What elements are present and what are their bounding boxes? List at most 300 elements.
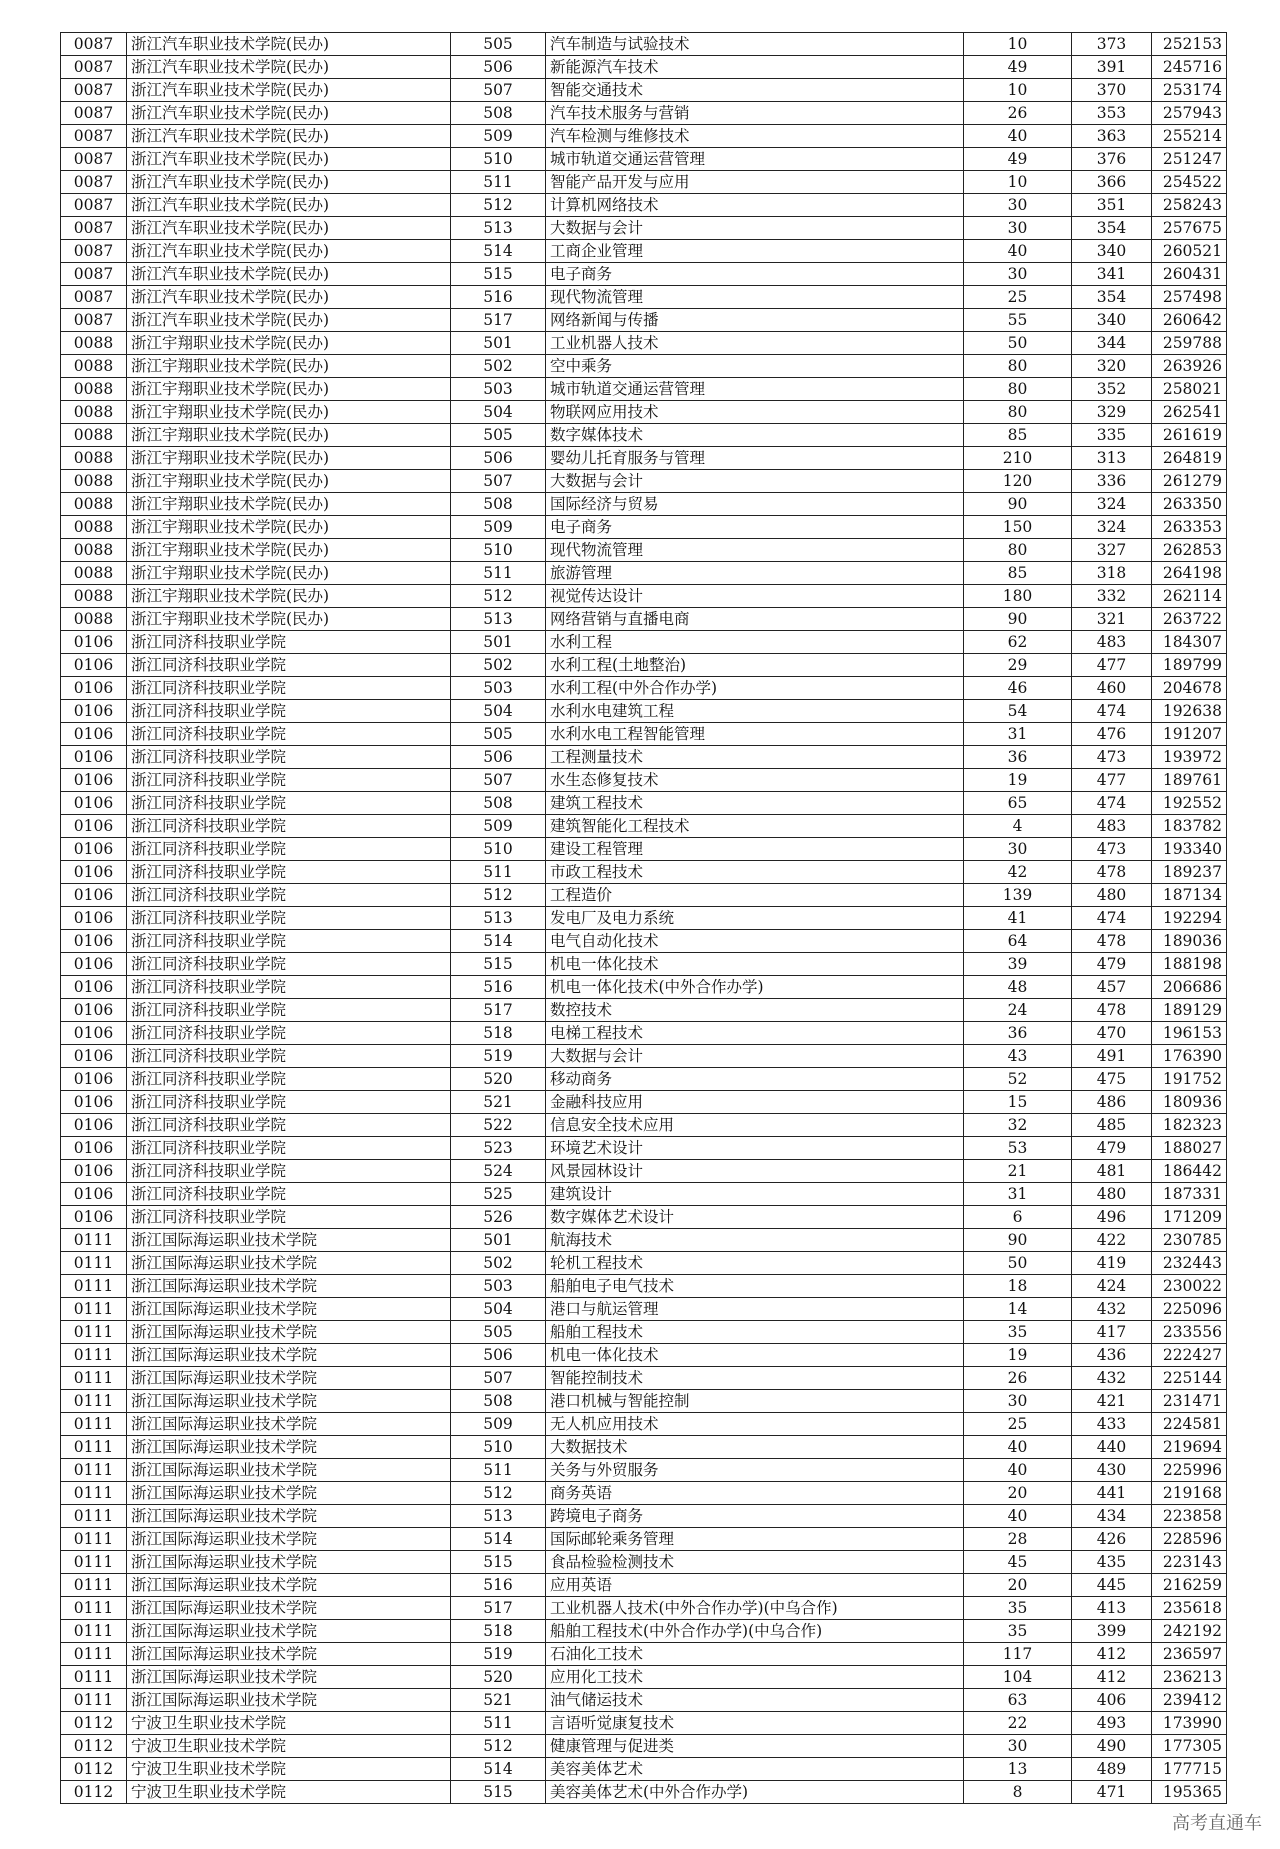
plan-count-cell: 31 xyxy=(964,1183,1072,1206)
major-name-cell: 风景园林设计 xyxy=(546,1160,964,1183)
plan-count-cell: 20 xyxy=(964,1482,1072,1505)
min-rank-cell: 192552 xyxy=(1152,792,1227,815)
plan-count-cell: 30 xyxy=(964,194,1072,217)
min-score-cell: 422 xyxy=(1072,1229,1152,1252)
major-code-cell: 513 xyxy=(451,217,546,240)
plan-count-cell: 55 xyxy=(964,309,1072,332)
school-name-cell: 浙江汽车职业技术学院(民办) xyxy=(127,171,451,194)
plan-count-cell: 46 xyxy=(964,677,1072,700)
school-name-cell: 浙江同济科技职业学院 xyxy=(127,976,451,999)
min-rank-cell: 230022 xyxy=(1152,1275,1227,1298)
plan-count-cell: 30 xyxy=(964,838,1072,861)
major-name-cell: 建筑设计 xyxy=(546,1183,964,1206)
table-body xyxy=(61,33,1227,1804)
min-rank-cell: 191207 xyxy=(1152,723,1227,746)
school-name-cell: 浙江宇翔职业技术学院(民办) xyxy=(127,470,451,493)
school-name-cell: 浙江宇翔职业技术学院(民办) xyxy=(127,355,451,378)
table-row xyxy=(61,585,1227,608)
min-rank-cell: 242192 xyxy=(1152,1620,1227,1643)
major-code-cell: 501 xyxy=(451,1229,546,1252)
major-name-cell: 工业机器人技术(中外合作办学)(中乌合作) xyxy=(546,1597,964,1620)
min-score-cell: 412 xyxy=(1072,1666,1152,1689)
school-code-cell: 0088 xyxy=(61,401,127,424)
school-name-cell: 浙江同济科技职业学院 xyxy=(127,677,451,700)
major-code-cell: 517 xyxy=(451,999,546,1022)
major-code-cell: 526 xyxy=(451,1206,546,1229)
major-name-cell: 航海技术 xyxy=(546,1229,964,1252)
school-name-cell: 浙江同济科技职业学院 xyxy=(127,1022,451,1045)
table-row xyxy=(61,1321,1227,1344)
min-score-cell: 340 xyxy=(1072,240,1152,263)
min-rank-cell: 173990 xyxy=(1152,1712,1227,1735)
plan-count-cell: 90 xyxy=(964,1229,1072,1252)
major-code-cell: 513 xyxy=(451,608,546,631)
school-code-cell: 0106 xyxy=(61,1068,127,1091)
school-code-cell: 0087 xyxy=(61,286,127,309)
min-rank-cell: 223143 xyxy=(1152,1551,1227,1574)
table-row xyxy=(61,1206,1227,1229)
table-row xyxy=(61,1597,1227,1620)
min-rank-cell: 196153 xyxy=(1152,1022,1227,1045)
school-name-cell: 浙江同济科技职业学院 xyxy=(127,1206,451,1229)
plan-count-cell: 19 xyxy=(964,1344,1072,1367)
plan-count-cell: 53 xyxy=(964,1137,1072,1160)
major-code-cell: 501 xyxy=(451,631,546,654)
major-name-cell: 数字媒体技术 xyxy=(546,424,964,447)
major-name-cell: 船舶电子电气技术 xyxy=(546,1275,964,1298)
major-name-cell: 船舶工程技术 xyxy=(546,1321,964,1344)
school-name-cell: 浙江国际海运职业技术学院 xyxy=(127,1344,451,1367)
major-name-cell: 工商企业管理 xyxy=(546,240,964,263)
major-code-cell: 521 xyxy=(451,1689,546,1712)
major-name-cell: 环境艺术设计 xyxy=(546,1137,964,1160)
min-score-cell: 483 xyxy=(1072,815,1152,838)
table-row xyxy=(61,792,1227,815)
school-code-cell: 0087 xyxy=(61,102,127,125)
major-code-cell: 503 xyxy=(451,378,546,401)
school-name-cell: 浙江同济科技职业学院 xyxy=(127,999,451,1022)
table-row xyxy=(61,723,1227,746)
table-row xyxy=(61,1298,1227,1321)
table-row xyxy=(61,33,1227,56)
min-score-cell: 399 xyxy=(1072,1620,1152,1643)
min-rank-cell: 188198 xyxy=(1152,953,1227,976)
min-rank-cell: 177305 xyxy=(1152,1735,1227,1758)
min-score-cell: 486 xyxy=(1072,1091,1152,1114)
major-code-cell: 506 xyxy=(451,746,546,769)
table-row xyxy=(61,493,1227,516)
min-rank-cell: 245716 xyxy=(1152,56,1227,79)
school-code-cell: 0106 xyxy=(61,1022,127,1045)
min-rank-cell: 263926 xyxy=(1152,355,1227,378)
table-row xyxy=(61,677,1227,700)
table-row xyxy=(61,1160,1227,1183)
min-rank-cell: 176390 xyxy=(1152,1045,1227,1068)
min-score-cell: 473 xyxy=(1072,746,1152,769)
min-rank-cell: 261619 xyxy=(1152,424,1227,447)
min-score-cell: 434 xyxy=(1072,1505,1152,1528)
plan-count-cell: 80 xyxy=(964,401,1072,424)
school-code-cell: 0087 xyxy=(61,309,127,332)
school-code-cell: 0106 xyxy=(61,1206,127,1229)
min-rank-cell: 193340 xyxy=(1152,838,1227,861)
min-rank-cell: 189129 xyxy=(1152,999,1227,1022)
major-name-cell: 水利水电工程智能管理 xyxy=(546,723,964,746)
major-name-cell: 港口与航运管理 xyxy=(546,1298,964,1321)
table-row xyxy=(61,1413,1227,1436)
major-code-cell: 519 xyxy=(451,1045,546,1068)
min-rank-cell: 260521 xyxy=(1152,240,1227,263)
min-score-cell: 480 xyxy=(1072,884,1152,907)
min-rank-cell: 187331 xyxy=(1152,1183,1227,1206)
school-name-cell: 浙江汽车职业技术学院(民办) xyxy=(127,125,451,148)
major-name-cell: 水利工程(土地整治) xyxy=(546,654,964,677)
school-code-cell: 0111 xyxy=(61,1689,127,1712)
plan-count-cell: 50 xyxy=(964,332,1072,355)
min-rank-cell: 251247 xyxy=(1152,148,1227,171)
plan-count-cell: 6 xyxy=(964,1206,1072,1229)
school-name-cell: 宁波卫生职业技术学院 xyxy=(127,1712,451,1735)
school-code-cell: 0111 xyxy=(61,1344,127,1367)
plan-count-cell: 139 xyxy=(964,884,1072,907)
min-rank-cell: 219168 xyxy=(1152,1482,1227,1505)
min-score-cell: 433 xyxy=(1072,1413,1152,1436)
min-rank-cell: 204678 xyxy=(1152,677,1227,700)
major-name-cell: 物联网应用技术 xyxy=(546,401,964,424)
min-score-cell: 496 xyxy=(1072,1206,1152,1229)
school-code-cell: 0112 xyxy=(61,1781,127,1804)
school-name-cell: 浙江宇翔职业技术学院(民办) xyxy=(127,493,451,516)
major-code-cell: 504 xyxy=(451,1298,546,1321)
min-score-cell: 436 xyxy=(1072,1344,1152,1367)
min-score-cell: 363 xyxy=(1072,125,1152,148)
min-score-cell: 440 xyxy=(1072,1436,1152,1459)
table-row xyxy=(61,217,1227,240)
major-code-cell: 523 xyxy=(451,1137,546,1160)
major-code-cell: 511 xyxy=(451,861,546,884)
min-rank-cell: 239412 xyxy=(1152,1689,1227,1712)
major-code-cell: 512 xyxy=(451,1735,546,1758)
table-row xyxy=(61,539,1227,562)
major-name-cell: 跨境电子商务 xyxy=(546,1505,964,1528)
school-name-cell: 浙江同济科技职业学院 xyxy=(127,907,451,930)
min-score-cell: 480 xyxy=(1072,1183,1152,1206)
plan-count-cell: 10 xyxy=(964,79,1072,102)
min-score-cell: 327 xyxy=(1072,539,1152,562)
major-name-cell: 智能控制技术 xyxy=(546,1367,964,1390)
school-name-cell: 浙江同济科技职业学院 xyxy=(127,1183,451,1206)
major-code-cell: 517 xyxy=(451,309,546,332)
min-score-cell: 413 xyxy=(1072,1597,1152,1620)
table-row xyxy=(61,470,1227,493)
min-rank-cell: 206686 xyxy=(1152,976,1227,999)
watermark-text: 高考直通车 xyxy=(1172,1813,1262,1834)
school-name-cell: 浙江国际海运职业技术学院 xyxy=(127,1666,451,1689)
min-score-cell: 474 xyxy=(1072,700,1152,723)
major-code-cell: 513 xyxy=(451,1505,546,1528)
school-name-cell: 浙江国际海运职业技术学院 xyxy=(127,1482,451,1505)
table-row xyxy=(61,562,1227,585)
min-rank-cell: 258021 xyxy=(1152,378,1227,401)
min-rank-cell: 232443 xyxy=(1152,1252,1227,1275)
min-score-cell: 476 xyxy=(1072,723,1152,746)
plan-count-cell: 49 xyxy=(964,56,1072,79)
school-code-cell: 0087 xyxy=(61,240,127,263)
min-score-cell: 483 xyxy=(1072,631,1152,654)
major-code-cell: 516 xyxy=(451,1574,546,1597)
min-rank-cell: 231471 xyxy=(1152,1390,1227,1413)
min-rank-cell: 225996 xyxy=(1152,1459,1227,1482)
school-name-cell: 浙江汽车职业技术学院(民办) xyxy=(127,79,451,102)
min-score-cell: 479 xyxy=(1072,1137,1152,1160)
min-rank-cell: 263722 xyxy=(1152,608,1227,631)
school-name-cell: 浙江宇翔职业技术学院(民办) xyxy=(127,447,451,470)
min-rank-cell: 255214 xyxy=(1152,125,1227,148)
school-code-cell: 0106 xyxy=(61,907,127,930)
school-name-cell: 浙江国际海运职业技术学院 xyxy=(127,1321,451,1344)
min-rank-cell: 262114 xyxy=(1152,585,1227,608)
table-row xyxy=(61,1712,1227,1735)
plan-count-cell: 30 xyxy=(964,1390,1072,1413)
table-row xyxy=(61,286,1227,309)
school-name-cell: 浙江宇翔职业技术学院(民办) xyxy=(127,401,451,424)
major-name-cell: 轮机工程技术 xyxy=(546,1252,964,1275)
major-code-cell: 506 xyxy=(451,447,546,470)
table-row xyxy=(61,355,1227,378)
school-code-cell: 0111 xyxy=(61,1298,127,1321)
min-rank-cell: 264198 xyxy=(1152,562,1227,585)
table-row xyxy=(61,79,1227,102)
plan-count-cell: 90 xyxy=(964,493,1072,516)
major-code-cell: 504 xyxy=(451,401,546,424)
table-row xyxy=(61,378,1227,401)
plan-count-cell: 62 xyxy=(964,631,1072,654)
min-rank-cell: 262853 xyxy=(1152,539,1227,562)
min-score-cell: 320 xyxy=(1072,355,1152,378)
school-code-cell: 0111 xyxy=(61,1620,127,1643)
school-name-cell: 浙江同济科技职业学院 xyxy=(127,884,451,907)
major-code-cell: 501 xyxy=(451,332,546,355)
school-code-cell: 0106 xyxy=(61,792,127,815)
table-row xyxy=(61,171,1227,194)
plan-count-cell: 104 xyxy=(964,1666,1072,1689)
plan-count-cell: 49 xyxy=(964,148,1072,171)
school-code-cell: 0106 xyxy=(61,1137,127,1160)
school-name-cell: 浙江国际海运职业技术学院 xyxy=(127,1505,451,1528)
major-name-cell: 电梯工程技术 xyxy=(546,1022,964,1045)
table-row xyxy=(61,516,1227,539)
school-name-cell: 浙江汽车职业技术学院(民办) xyxy=(127,309,451,332)
major-name-cell: 大数据技术 xyxy=(546,1436,964,1459)
major-name-cell: 美容美体艺术 xyxy=(546,1758,964,1781)
school-code-cell: 0111 xyxy=(61,1666,127,1689)
school-name-cell: 浙江汽车职业技术学院(民办) xyxy=(127,194,451,217)
min-rank-cell: 236213 xyxy=(1152,1666,1227,1689)
min-score-cell: 485 xyxy=(1072,1114,1152,1137)
major-name-cell: 数控技术 xyxy=(546,999,964,1022)
table-row xyxy=(61,1344,1227,1367)
plan-count-cell: 40 xyxy=(964,1505,1072,1528)
major-name-cell: 水利水电建筑工程 xyxy=(546,700,964,723)
school-name-cell: 浙江国际海运职业技术学院 xyxy=(127,1597,451,1620)
school-name-cell: 浙江同济科技职业学院 xyxy=(127,815,451,838)
major-name-cell: 食品检验检测技术 xyxy=(546,1551,964,1574)
school-code-cell: 0106 xyxy=(61,1183,127,1206)
min-score-cell: 477 xyxy=(1072,654,1152,677)
major-code-cell: 509 xyxy=(451,516,546,539)
min-score-cell: 478 xyxy=(1072,999,1152,1022)
min-rank-cell: 187134 xyxy=(1152,884,1227,907)
min-rank-cell: 257498 xyxy=(1152,286,1227,309)
plan-count-cell: 54 xyxy=(964,700,1072,723)
school-name-cell: 浙江同济科技职业学院 xyxy=(127,700,451,723)
min-rank-cell: 189237 xyxy=(1152,861,1227,884)
min-score-cell: 432 xyxy=(1072,1367,1152,1390)
major-name-cell: 汽车技术服务与营销 xyxy=(546,102,964,125)
school-code-cell: 0088 xyxy=(61,516,127,539)
school-code-cell: 0087 xyxy=(61,125,127,148)
plan-count-cell: 32 xyxy=(964,1114,1072,1137)
min-rank-cell: 257943 xyxy=(1152,102,1227,125)
school-code-cell: 0088 xyxy=(61,608,127,631)
major-name-cell: 船舶工程技术(中外合作办学)(中乌合作) xyxy=(546,1620,964,1643)
school-code-cell: 0106 xyxy=(61,884,127,907)
major-name-cell: 大数据与会计 xyxy=(546,470,964,493)
major-code-cell: 508 xyxy=(451,493,546,516)
major-code-cell: 511 xyxy=(451,1459,546,1482)
major-code-cell: 512 xyxy=(451,884,546,907)
min-score-cell: 479 xyxy=(1072,953,1152,976)
major-name-cell: 水利工程 xyxy=(546,631,964,654)
major-code-cell: 510 xyxy=(451,148,546,171)
school-code-cell: 0111 xyxy=(61,1321,127,1344)
min-score-cell: 332 xyxy=(1072,585,1152,608)
min-rank-cell: 189799 xyxy=(1152,654,1227,677)
major-code-cell: 508 xyxy=(451,1390,546,1413)
admission-score-table xyxy=(60,32,1227,1804)
major-code-cell: 507 xyxy=(451,1367,546,1390)
school-name-cell: 浙江宇翔职业技术学院(民办) xyxy=(127,608,451,631)
major-code-cell: 509 xyxy=(451,1413,546,1436)
table-row xyxy=(61,1022,1227,1045)
plan-count-cell: 80 xyxy=(964,539,1072,562)
min-score-cell: 478 xyxy=(1072,930,1152,953)
major-code-cell: 524 xyxy=(451,1160,546,1183)
school-name-cell: 浙江汽车职业技术学院(民办) xyxy=(127,56,451,79)
major-name-cell: 新能源汽车技术 xyxy=(546,56,964,79)
major-code-cell: 518 xyxy=(451,1022,546,1045)
plan-count-cell: 28 xyxy=(964,1528,1072,1551)
table-row xyxy=(61,1436,1227,1459)
major-name-cell: 应用化工技术 xyxy=(546,1666,964,1689)
school-name-cell: 浙江同济科技职业学院 xyxy=(127,1137,451,1160)
major-code-cell: 511 xyxy=(451,1712,546,1735)
school-code-cell: 0106 xyxy=(61,976,127,999)
school-code-cell: 0088 xyxy=(61,332,127,355)
table-row xyxy=(61,608,1227,631)
school-code-cell: 0088 xyxy=(61,447,127,470)
school-name-cell: 浙江同济科技职业学院 xyxy=(127,746,451,769)
min-score-cell: 426 xyxy=(1072,1528,1152,1551)
min-rank-cell: 225096 xyxy=(1152,1298,1227,1321)
school-name-cell: 浙江同济科技职业学院 xyxy=(127,631,451,654)
plan-count-cell: 80 xyxy=(964,355,1072,378)
school-name-cell: 浙江同济科技职业学院 xyxy=(127,1091,451,1114)
school-code-cell: 0112 xyxy=(61,1735,127,1758)
min-score-cell: 313 xyxy=(1072,447,1152,470)
table-row xyxy=(61,700,1227,723)
min-rank-cell: 225144 xyxy=(1152,1367,1227,1390)
min-rank-cell: 223858 xyxy=(1152,1505,1227,1528)
school-code-cell: 0088 xyxy=(61,424,127,447)
school-name-cell: 浙江国际海运职业技术学院 xyxy=(127,1574,451,1597)
min-rank-cell: 228596 xyxy=(1152,1528,1227,1551)
plan-count-cell: 35 xyxy=(964,1321,1072,1344)
school-name-cell: 宁波卫生职业技术学院 xyxy=(127,1758,451,1781)
table-row xyxy=(61,1505,1227,1528)
min-score-cell: 493 xyxy=(1072,1712,1152,1735)
min-score-cell: 435 xyxy=(1072,1551,1152,1574)
major-name-cell: 工程造价 xyxy=(546,884,964,907)
major-name-cell: 网络营销与直播电商 xyxy=(546,608,964,631)
table-row xyxy=(61,1045,1227,1068)
school-code-cell: 0111 xyxy=(61,1505,127,1528)
major-code-cell: 507 xyxy=(451,79,546,102)
table-row xyxy=(61,1758,1227,1781)
school-code-cell: 0106 xyxy=(61,861,127,884)
table-row xyxy=(61,447,1227,470)
major-name-cell: 工程测量技术 xyxy=(546,746,964,769)
major-code-cell: 509 xyxy=(451,815,546,838)
school-name-cell: 浙江国际海运职业技术学院 xyxy=(127,1689,451,1712)
major-name-cell: 市政工程技术 xyxy=(546,861,964,884)
table-row xyxy=(61,953,1227,976)
table-row xyxy=(61,1620,1227,1643)
major-code-cell: 511 xyxy=(451,171,546,194)
school-name-cell: 浙江宇翔职业技术学院(民办) xyxy=(127,424,451,447)
major-code-cell: 519 xyxy=(451,1643,546,1666)
table-row xyxy=(61,1137,1227,1160)
plan-count-cell: 36 xyxy=(964,1022,1072,1045)
major-name-cell: 大数据与会计 xyxy=(546,1045,964,1068)
school-code-cell: 0106 xyxy=(61,723,127,746)
school-name-cell: 浙江同济科技职业学院 xyxy=(127,654,451,677)
school-name-cell: 浙江宇翔职业技术学院(民办) xyxy=(127,562,451,585)
school-code-cell: 0111 xyxy=(61,1482,127,1505)
table-row xyxy=(61,148,1227,171)
school-name-cell: 浙江宇翔职业技术学院(民办) xyxy=(127,585,451,608)
major-name-cell: 汽车制造与试验技术 xyxy=(546,33,964,56)
plan-count-cell: 14 xyxy=(964,1298,1072,1321)
school-code-cell: 0106 xyxy=(61,1114,127,1137)
table-row xyxy=(61,815,1227,838)
min-score-cell: 432 xyxy=(1072,1298,1152,1321)
plan-count-cell: 85 xyxy=(964,562,1072,585)
min-score-cell: 421 xyxy=(1072,1390,1152,1413)
school-code-cell: 0111 xyxy=(61,1390,127,1413)
major-name-cell: 汽车检测与维修技术 xyxy=(546,125,964,148)
plan-count-cell: 24 xyxy=(964,999,1072,1022)
table-row xyxy=(61,1114,1227,1137)
major-name-cell: 工业机器人技术 xyxy=(546,332,964,355)
min-rank-cell: 186442 xyxy=(1152,1160,1227,1183)
school-code-cell: 0111 xyxy=(61,1229,127,1252)
plan-count-cell: 43 xyxy=(964,1045,1072,1068)
major-code-cell: 510 xyxy=(451,838,546,861)
school-name-cell: 浙江同济科技职业学院 xyxy=(127,1114,451,1137)
school-name-cell: 浙江宇翔职业技术学院(民办) xyxy=(127,378,451,401)
major-code-cell: 510 xyxy=(451,1436,546,1459)
